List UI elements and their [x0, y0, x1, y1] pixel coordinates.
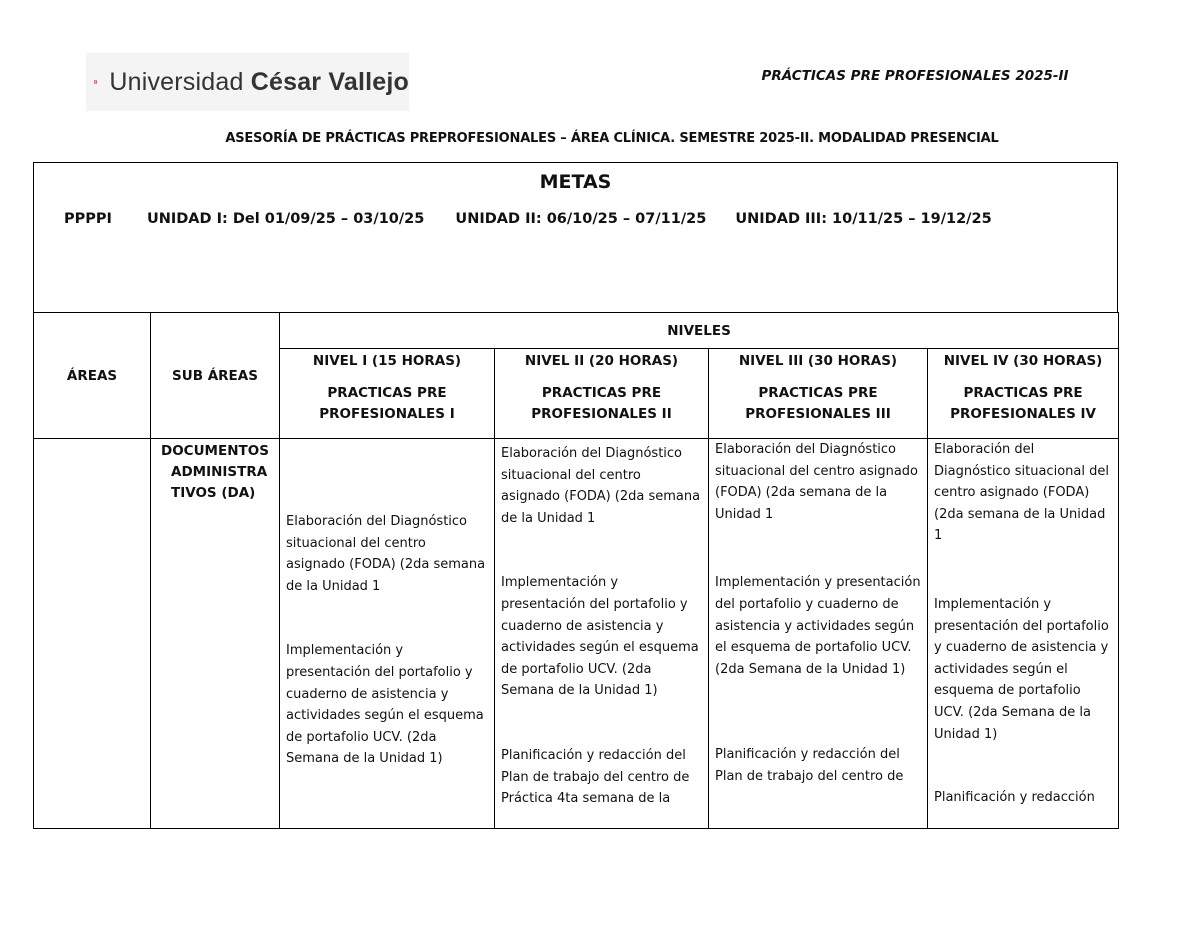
level-header-3: [709, 349, 928, 439]
level-1-sub1: PRACTICAS PRE: [327, 385, 447, 401]
header-subareas-label: SUB ÁREAS: [172, 367, 258, 384]
level-header-2: [495, 349, 709, 439]
metas-code: PPPPI: [64, 211, 112, 227]
level-3-name: NIVEL III (30 HORAS): [738, 353, 898, 369]
level-3-sub2: PROFESIONALES III: [745, 406, 891, 422]
level-header-4: [928, 349, 1119, 439]
logo-text: [109, 68, 409, 97]
header-subareas: [151, 313, 280, 439]
subarea-line-3: TIVOS (DA): [171, 485, 256, 501]
logo-name-bold: César Vallejo: [250, 67, 409, 96]
level-1-tasks: [280, 439, 495, 829]
header-program-title: PRÁCTICAS PRE PROFESIONALES 2025-II: [761, 68, 1069, 84]
level-2-name: NIVEL II (20 HORAS): [524, 353, 679, 369]
level-2-sub2: PROFESIONALES II: [531, 406, 672, 422]
metas-unit-2: UNIDAD II: 06/10/25 – 07/11/25: [455, 211, 707, 227]
header-areas-label: ÁREAS: [66, 367, 118, 384]
metas-unit-1: UNIDAD I: Del 01/09/25 – 03/10/25: [146, 211, 425, 227]
level-2-sub1: PRACTICAS PRE: [541, 385, 662, 401]
level-3-task-diagnostico: Elaboración del Diagnóstico situacional del centro asignado (FODA) (2da semana de la Unidad 1: [715, 442, 918, 522]
level-4-task-diagnostico: Elaboración del Diagnóstico situacional del centro asignado (FODA) (2da semana de la Unidad 1: [934, 442, 1109, 544]
ucv-shield-icon: [94, 58, 97, 106]
level-2-task-portafolio: Implementación y presentación del portafolio y cuaderno de asistencia y actividades según el esquema de portafolio UCV. (2da Semana de la Unidad 1): [501, 575, 699, 699]
level-4-name: NIVEL IV (30 HORAS): [943, 353, 1103, 369]
subarea-line-1: DOCUMENTOS: [161, 443, 269, 459]
metas-unit-3: UNIDAD III: 10/11/25 – 19/12/25: [735, 211, 992, 227]
level-2-tasks: [495, 439, 709, 829]
document-title: ASESORÍA DE PRÁCTICAS PREPROFESIONALES – ÁREA CLÍNICA. SEMESTRE 2025-II. MODALIDAD PRESENCIAL: [225, 131, 999, 146]
level-4-tasks: [928, 439, 1119, 829]
level-4-task-plan: Planificación y redacción: [934, 790, 1095, 806]
level-4-sub1: PRACTICAS PRE: [963, 385, 1083, 401]
level-header-1: [280, 349, 495, 439]
level-4-task-portafolio: Implementación y presentación del portafolio y cuaderno de asistencia y actividades según el esquema de portafolio UCV. (2da Semana de la Unidad 1): [934, 596, 1109, 742]
level-3-task-plan: Planificación y redacción del Plan de trabajo del centro de: [715, 747, 904, 784]
level-1-sub2: PROFESIONALES I: [319, 406, 455, 422]
niveles-table: [33, 312, 1119, 829]
level-3-sub1: PRACTICAS PRE: [758, 385, 878, 401]
university-logo: [86, 53, 409, 111]
level-2-task-plan: Planificación y redacción del Plan de trabajo del centro de Práctica 4ta semana de la: [501, 747, 690, 807]
header-niveles-label: NIVELES: [667, 322, 731, 339]
level-1-name: NIVEL I (15 HORAS): [312, 353, 462, 369]
level-1-task-portafolio: Implementación y presentación del portafolio y cuaderno de asistencia y actividades según el esquema de portafolio UCV. (2da Semana de la Unidad 1): [286, 643, 484, 767]
header-areas: [34, 313, 151, 439]
level-4-sub2: PROFESIONALES IV: [950, 406, 1096, 422]
row-subarea-cell: [151, 439, 280, 829]
subarea-line-2: ADMINISTRA: [171, 464, 268, 480]
level-2-task-diagnostico: Elaboración del Diagnóstico situacional del centro asignado (FODA) (2da semana de la Unidad 1: [501, 446, 701, 526]
level-3-tasks: [709, 439, 928, 829]
metas-title: METAS: [539, 171, 612, 193]
metas-periods: [64, 211, 992, 227]
logo-name-regular: Universidad: [109, 67, 244, 96]
level-3-task-portafolio: Implementación y presentación del portafolio y cuaderno de asistencia y actividades según el esquema de portafolio UCV. (2da Semana de la Unidad 1): [715, 575, 921, 677]
row-area-cell: [34, 439, 151, 829]
header-niveles: [280, 313, 1119, 349]
metas-section: [33, 162, 1118, 313]
level-1-task-diagnostico: Elaboración del Diagnóstico situacional del centro asignado (FODA) (2da semana de la Unidad 1: [286, 514, 486, 594]
